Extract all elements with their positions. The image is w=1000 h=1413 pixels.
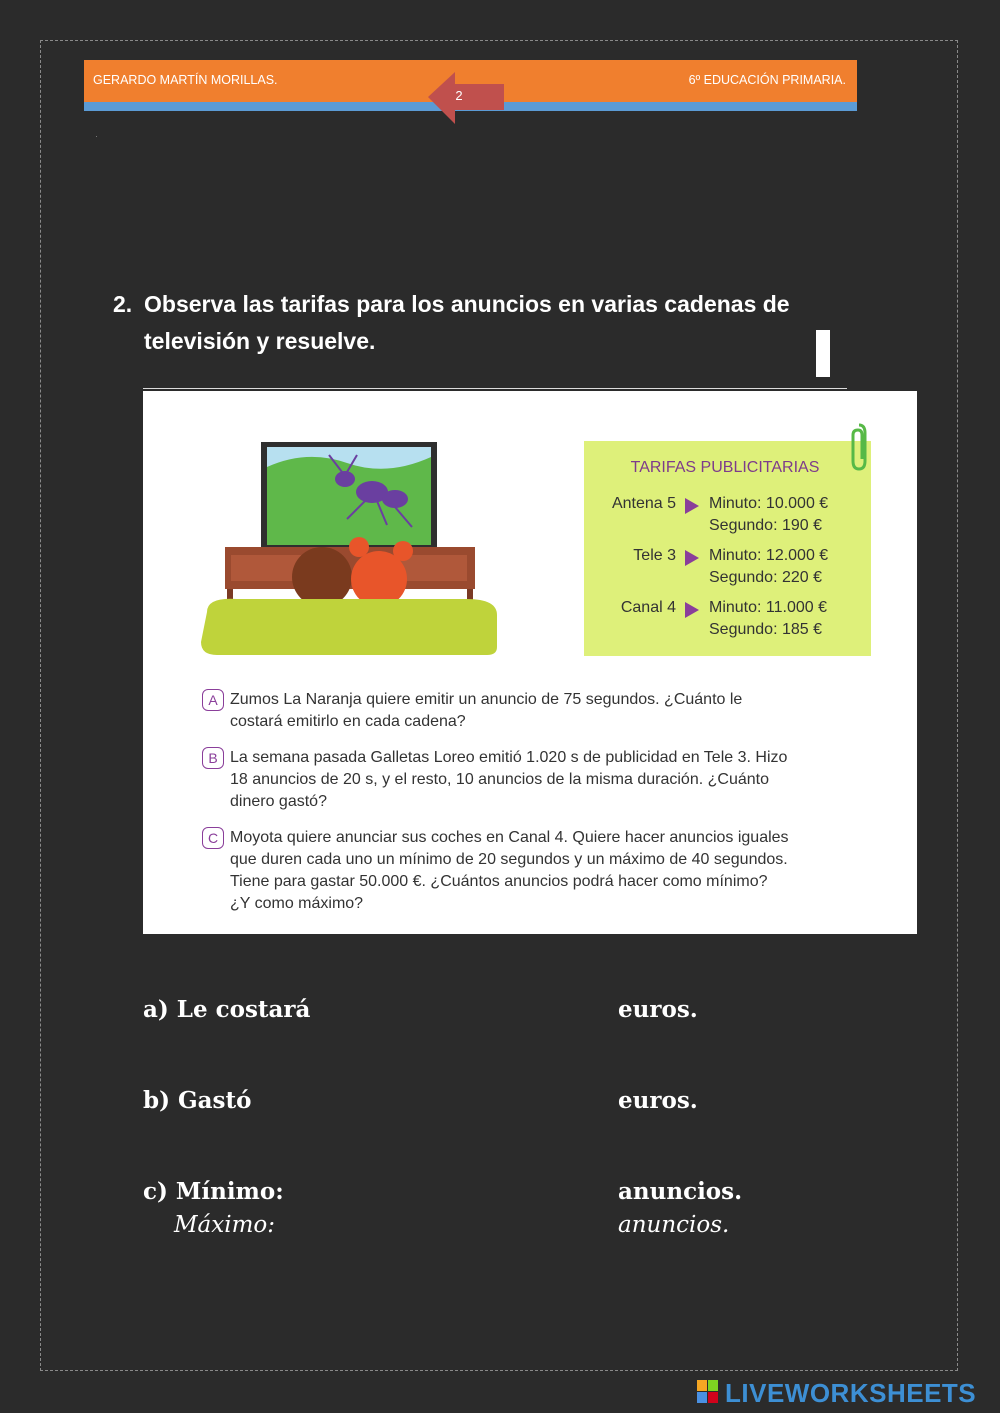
liveworksheets-logo-icon — [697, 1380, 719, 1404]
course-name: 6º EDUCACIÓN PRIMARIA. — [688, 73, 846, 87]
play-triangle-icon — [685, 498, 699, 514]
rate-values — [709, 597, 827, 641]
answer-c2-label: Máximo: — [174, 1212, 275, 1238]
rate-values — [709, 545, 828, 589]
answer-a-label: a) Le costará — [143, 996, 311, 1023]
problem-badge: C — [202, 827, 224, 849]
page-number: 2 — [455, 88, 463, 103]
answer-c-label: c) Mínimo: — [143, 1178, 284, 1205]
tv-illustration — [197, 437, 507, 659]
white-marker — [816, 330, 830, 377]
rate-second: Segundo: 220 € — [709, 569, 822, 586]
paperclip-icon — [849, 421, 869, 473]
tarifas-panel — [584, 441, 871, 656]
answer-b-label: b) Gastó — [143, 1087, 252, 1114]
problem-text: La semana pasada Galletas Loreo emitió 1.020 s de publicidad en Tele 3. Hizo 18 anuncios de 20 s, y el resto, 10 anuncios de la misma duración. ¿Cuánto dinero gastó? — [230, 749, 788, 810]
problem-badge: B — [202, 747, 224, 769]
answer-a-unit: euros. — [618, 996, 698, 1023]
rate-channel: Tele 3 — [633, 547, 676, 564]
answer-c-unit: anuncios. — [618, 1178, 743, 1205]
question-text: Observa las tarifas para los anuncios en varias cadenas de televisión y resuelve. — [144, 291, 790, 354]
rate-second: Segundo: 185 € — [709, 621, 822, 638]
rate-minute: Minuto: 11.000 € — [709, 599, 828, 616]
watermark-text: LIVEWORKSHEETS — [725, 1378, 977, 1408]
play-triangle-icon — [685, 550, 699, 566]
divider-line — [143, 388, 847, 389]
rate-values — [709, 493, 828, 537]
tarifas-title: TARIFAS PUBLICITARIAS — [630, 459, 820, 476]
rate-channel: Canal 4 — [620, 599, 676, 616]
exercise-card — [143, 391, 917, 934]
problem-badge: A — [202, 689, 224, 711]
stray-dot — [96, 136, 97, 137]
answer-c2-unit: anuncios. — [618, 1212, 730, 1238]
problem-text: Zumos La Naranja quiere emitir un anuncio de 75 segundos. ¿Cuánto le costará emitirlo en cada cadena? — [230, 691, 743, 730]
answer-b-unit: euros. — [618, 1087, 698, 1114]
play-triangle-icon — [685, 602, 699, 618]
rate-channel: Antena 5 — [611, 495, 676, 512]
problem-text: Moyota quiere anunciar sus coches en Canal 4. Quiere hacer anuncios iguales que duren cada uno un mínimo de 20 segundos y un máximo de 40 segundos. Tiene para gastar 50.000 €. ¿Cuántos anuncios podrá hacer como mínimo? ¿Y como máximo? — [230, 829, 789, 912]
question-number: 2. — [113, 291, 133, 317]
rate-minute: Minuto: 10.000 € — [709, 495, 829, 512]
rate-second: Segundo: 190 € — [709, 517, 822, 534]
author-name: GERARDO MARTÍN MORILLAS. — [93, 73, 278, 87]
rate-minute: Minuto: 12.000 € — [709, 547, 829, 564]
